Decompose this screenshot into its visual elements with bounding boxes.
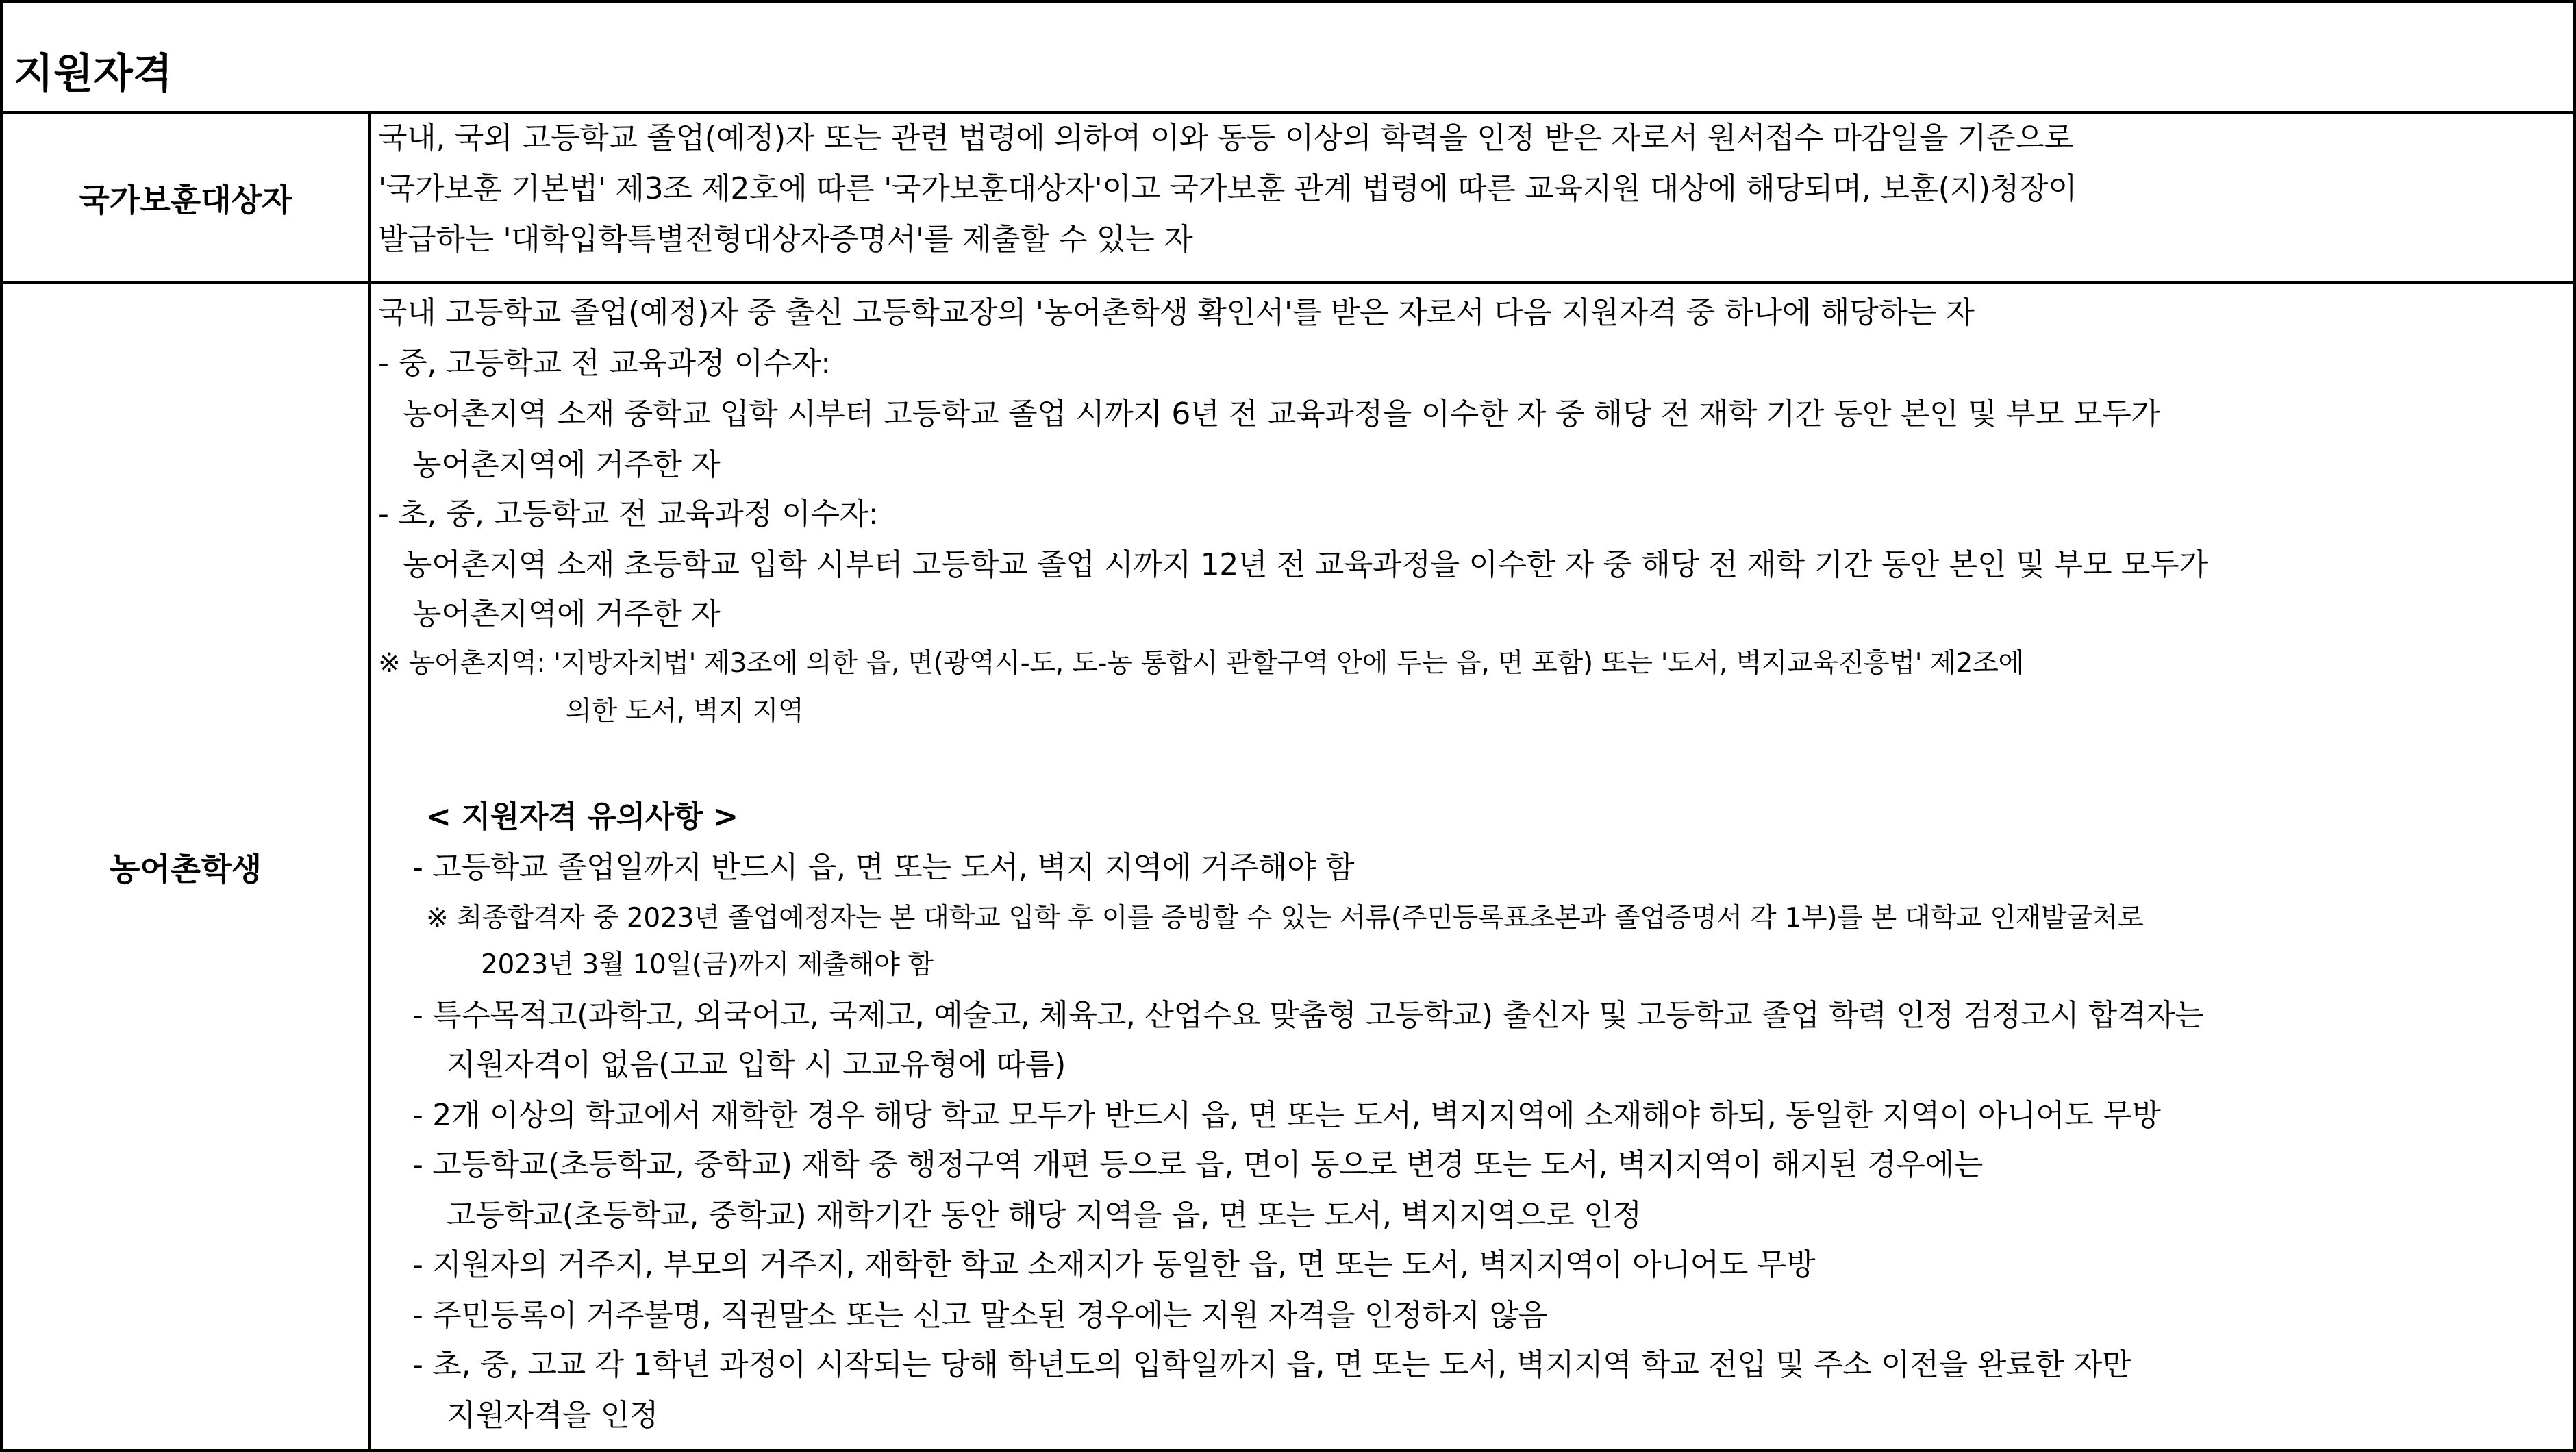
notice-item: - 고등학교(초등학교, 중학교) 재학 중 행정구역 개편 등으로 읍, 면이 동으로 변경 또는 도서, 벽지지역이 해지된 경우에는 [412,1147,1983,1182]
note-line: 2023년 3월 10일(금)까지 제출해야 함 [481,949,934,980]
page-title: 지원자격 [14,50,173,98]
notice-item: - 주민등록이 거주불명, 직권말소 또는 신고 말소된 경우에는 지원 자격을 인정하지 않음 [412,1298,1547,1333]
row-veterans [3,114,2573,284]
label-cell-rural [3,284,371,1449]
content-cell-veterans [371,114,2573,281]
notice-item: - 지원자의 거주지, 부모의 거주지, 재학한 학교 소재지가 동일한 읍, 면 또는 도서, 벽지지역이 아니어도 무방 [412,1247,1816,1282]
notice-item: 지원자격을 인정 [447,1398,659,1433]
notice-heading: < 지원자격 유의사항 > [426,799,738,834]
notice-item: - 고등학교 졸업일까지 반드시 읍, 면 또는 도서, 벽지 지역에 거주해야 함 [412,850,1355,885]
content-line: '국가보훈 기본법' 제3조 제2호에 따른 '국가보훈대상자'이고 국가보훈 관계 법령에 따른 교육지원 대상에 해당되며, 보훈(지)청장이 [378,171,2077,206]
notice-item: 고등학교(초등학교, 중학교) 재학기간 동안 해당 지역을 읍, 면 또는 도서, 벽지지역으로 인정 [447,1198,1642,1233]
row-label-veterans: 국가보훈대상자 [79,181,292,218]
content-line: 국내, 국외 고등학교 졸업(예정)자 또는 관련 법령에 의하여 이와 동등 이상의 학력을 인정 받은 자로서 원서접수 마감일을 기준으로 [378,121,2073,155]
notice-item: - 특수목적고(과학고, 외국어고, 국제고, 예술고, 체육고, 산업수요 맞춤형 고등학교) 출신자 및 고등학교 졸업 학력 인정 검정고시 합격자는 [412,998,2204,1033]
row-label-rural: 농어촌학생 [109,850,262,888]
label-cell-veterans [3,114,371,281]
content-line: 발급하는 '대학입학특별전형대상자증명서'를 제출할 수 있는 자 [378,222,1193,257]
content-line: - 중, 고등학교 전 교육과정 이수자: [378,346,831,381]
note-line: ※ 최종합격자 중 2023년 졸업예정자는 본 대학교 입학 후 이를 증빙할 수 있는 서류(주민등록표초본과 졸업증명서 각 1부)를 본 대학교 인재발굴처로 [426,903,2144,934]
notice-item: 지원자격이 없음(고교 입학 시 고교유형에 따름) [447,1047,1066,1082]
content-line: 농어촌지역에 거주한 자 [412,597,721,631]
content-line: 국내 고등학교 졸업(예정)자 중 출신 고등학교장의 '농어촌학생 확인서'를 받은 자로서 다음 지원자격 중 하나에 해당하는 자 [378,295,1975,330]
content-line: 농어촌지역에 거주한 자 [412,447,721,482]
row-rural-students [3,284,2573,1449]
note-line: ※ 농어촌지역: '지방자치법' 제3조에 의한 읍, 면(광역시-도, 도-농 통합시 관할구역 안에 두는 읍, 면 포함) 또는 '도서, 벽지교육진흥법' 제2조에 [378,648,2024,679]
notice-item: - 초, 중, 고교 각 1학년 과정이 시작되는 당해 학년도의 입학일까지 읍, 면 또는 도서, 벽지지역 학교 전입 및 주소 이전을 완료한 자만 [412,1347,2131,1382]
title-row [3,3,2573,114]
note-line: 의한 도서, 벽지 지역 [566,696,804,727]
content-line: 농어촌지역 소재 초등학교 입학 시부터 고등학교 졸업 시까지 12년 전 교육과정을 이수한 자 중 해당 전 재학 기간 동안 본인 및 부모 모두가 [403,547,2208,582]
content-cell-rural [371,284,2573,1449]
content-line: - 초, 중, 고등학교 전 교육과정 이수자: [378,497,879,531]
content-line: 농어촌지역 소재 중학교 입학 시부터 고등학교 졸업 시까지 6년 전 교육과정을 이수한 자 중 해당 전 재학 기간 동안 본인 및 부모 모두가 [403,397,2160,431]
notice-item: - 2개 이상의 학교에서 재학한 경우 해당 학교 모두가 반드시 읍, 면 또는 도서, 벽지지역에 소재해야 하되, 동일한 지역이 아니어도 무방 [412,1098,2161,1133]
